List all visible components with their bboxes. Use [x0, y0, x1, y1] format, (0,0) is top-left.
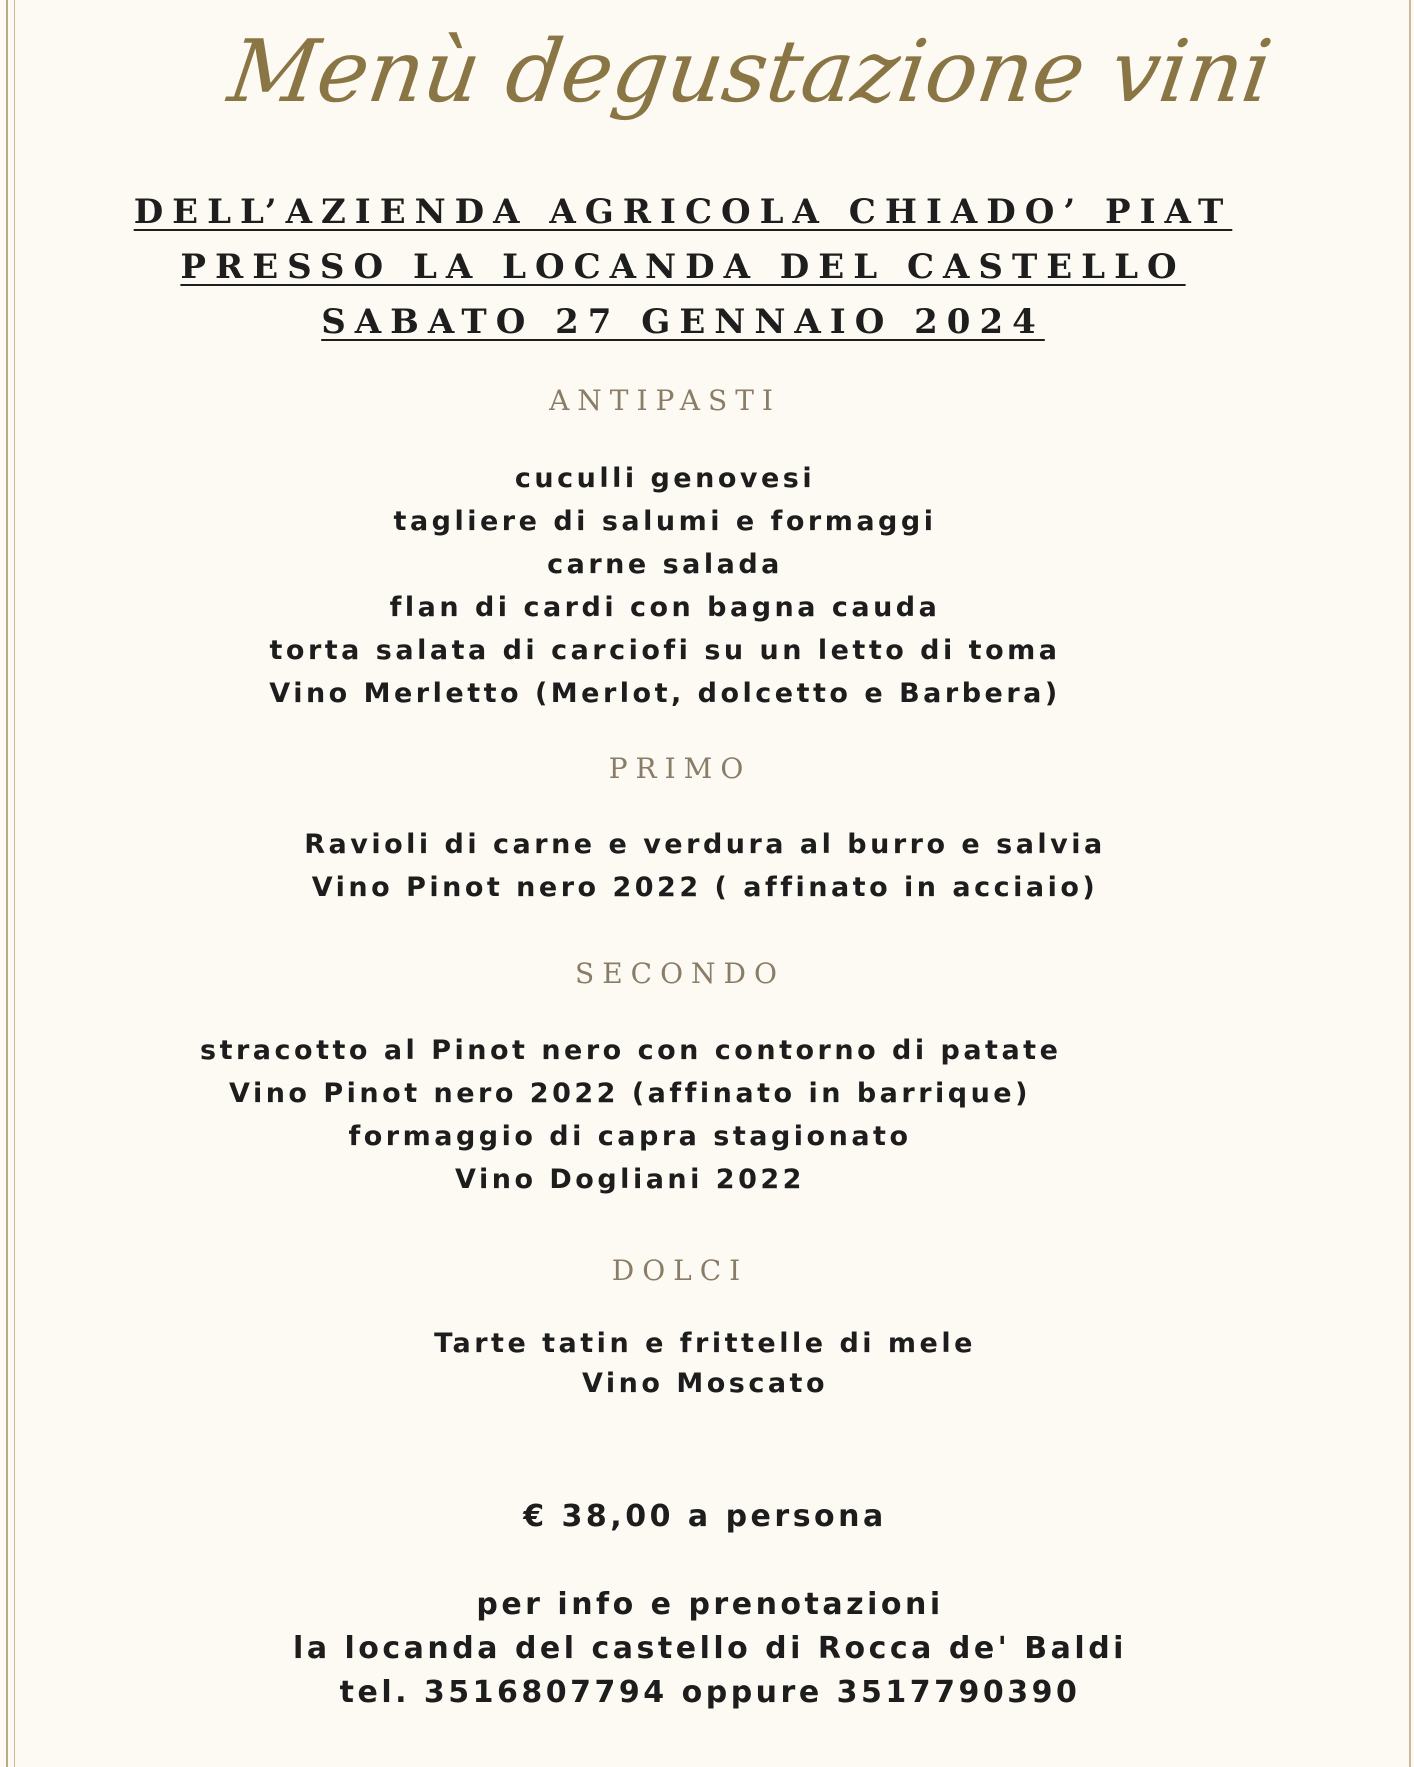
section-heading-secondo: SECONDO — [575, 957, 785, 990]
right-border-decoration — [1404, 0, 1414, 1767]
price-text: € 38,00 a persona — [523, 1499, 887, 1534]
menu-title: Menù degustazione vini — [222, 22, 1278, 122]
section-heading-primo: PRIMO — [608, 752, 752, 785]
contact-line: per info e prenotazioni — [476, 1587, 944, 1622]
subtitle-azienda: DELL’AZIENDA AGRICOLA CHIADO’ PIAT — [133, 192, 1233, 232]
list-item: Vino Pinot nero 2022 ( affinato in acciaio) — [311, 872, 1099, 903]
list-item: Vino Dogliani 2022 — [455, 1164, 805, 1195]
list-item: stracotto al Pinot nero con contorno di patate — [200, 1035, 1062, 1066]
left-border-decoration — [0, 0, 20, 1767]
section-heading-antipasti: ANTIPASTI — [549, 384, 781, 417]
list-item: Tarte tatin e frittelle di mele — [434, 1328, 976, 1359]
dolci-list — [400, 1324, 1010, 1404]
section-heading-dolci: DOLCI — [611, 1254, 749, 1287]
subtitle-date: SABATO 27 GENNAIO 2024 — [321, 302, 1045, 342]
list-item: Vino Merletto (Merlot, dolcetto e Barbera) — [269, 678, 1061, 709]
list-item: cuculli genovesi — [514, 463, 816, 494]
primo-list — [290, 823, 1120, 909]
list-item: tagliere di salumi e formaggi — [393, 506, 937, 537]
phone-numbers: tel. 3516807794 oppure 3517790390 — [339, 1675, 1081, 1710]
subtitle-locanda: PRESSO LA LOCANDA DEL CASTELLO — [180, 247, 1186, 287]
contact-info — [260, 1583, 1160, 1715]
antipasti-list — [250, 457, 1080, 715]
list-item: formaggio di capra stagionato — [348, 1121, 912, 1152]
list-item: torta salata di carciofi su un letto di toma — [269, 635, 1061, 666]
list-item: Vino Moscato — [581, 1368, 829, 1399]
list-item: Ravioli di carne e verdura al burro e salvia — [304, 829, 1106, 860]
list-item: flan di cardi con bagna cauda — [389, 592, 941, 623]
list-item: Vino Pinot nero 2022 (affinato in barrique) — [229, 1078, 1031, 1109]
secondo-list — [200, 1029, 1060, 1201]
contact-line: la locanda del castello di Rocca de' Baldi — [293, 1631, 1127, 1666]
list-item: carne salada — [547, 549, 783, 580]
